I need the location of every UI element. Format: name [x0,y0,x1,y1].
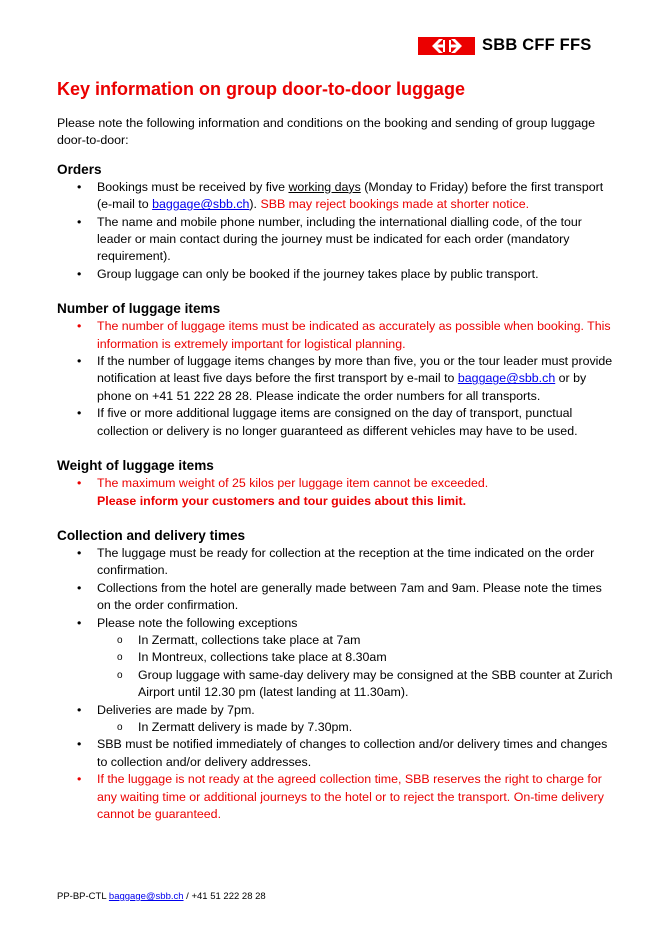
document-body [57,78,617,823]
list-item: • SBB must be notified immediately of changes to collection and/or delivery times and changes to collection and/or delivery addresses. [57,736,617,771]
number-heading: Number of luggage items [57,301,221,317]
list-item: • The luggage must be ready for collection at the reception at the time indicated on the order confirmation. [57,545,617,580]
logo-text: SBB CFF FFS [482,36,592,55]
list-item: • Collections from the hotel are generally made between 7am and 9am. Please note the times on the order confirmation. [57,580,617,615]
list-item [57,475,617,510]
list-item: • If the luggage is not ready at the agreed collection time, SBB reserves the right to charge for any waiting time or additional journeys to the hotel or to reject the transport. On-time delivery cannot be guaranteed. [57,771,617,823]
footer [57,891,266,903]
text-segment: If the number of luggage items changes by more than five, you or the tour leader must provide notification at least five days before the first transport by e-mail to [97,354,613,386]
list-item: • The name and mobile phone number, including the international dialling code, of the tour leader or main contact during the journey must be indicated for each order (mandatory requirement). [57,214,617,266]
text-segment: or by phone on +41 51 222 28 28. Please indicate the order numbers for all transports. [97,371,587,403]
sub-list-item: o In Zermatt delivery is made by 7.30pm. [97,719,617,736]
email-link[interactable]: baggage@sbb.ch [152,197,250,212]
footer-email-link[interactable]: baggage@sbb.ch [108,891,184,902]
list-item: • Group luggage can only be booked if the journey takes place by public transport. [57,266,617,283]
delivery-exceptions-list [97,719,617,736]
text-segment: Bookings must be received by five [97,179,289,194]
exceptions-list [97,632,617,702]
page-title: Key information on group door-to-door luggage [57,79,465,99]
orders-list [57,179,617,283]
email-link[interactable]: baggage@sbb.ch [457,371,556,386]
list-item [57,702,617,737]
list-item [57,179,617,214]
weight-limit-notice: Please inform your customers and tour guides about this limit. [97,493,467,508]
footer-phone: / +41 51 222 28 28 [183,891,266,902]
weight-heading: Weight of luggage items [57,458,214,474]
text-segment: Please note the following exceptions [97,615,298,630]
sub-list-item: o In Zermatt, collections take place at 7am [97,632,617,649]
list-item: • The number of luggage items must be indicated as accurately as possible when booking. This information is extremely important for logistical planning. [57,318,617,353]
list-item: • If five or more additional luggage items are consigned on the day of transport, punctual collection or delivery is no longer guaranteed as different vehicles may have to be used. [57,405,617,440]
sub-list-item: o Group luggage with same-day delivery may be consigned at the SBB counter at Zurich Airport until 12.30 pm (latest landing at 11.30am). [97,667,617,702]
weight-list [57,475,617,510]
working-days-text: working days [288,179,361,194]
text-segment: Deliveries are made by 7pm. [97,702,255,717]
warning-text: SBB may reject bookings made at shorter notice. [260,197,530,212]
sbb-arrows-icon [418,37,475,55]
intro-text: Please note the following information and conditions on the booking and sending of group luggage door-to-door: [57,116,596,148]
list-item [57,353,617,405]
number-list [57,318,617,440]
list-item [57,615,617,702]
times-list [57,545,617,824]
text-segment: ). [249,197,261,212]
text-segment: (Monday to Friday) before the first transport (e-mail to [97,179,604,212]
text-segment: The maximum weight of 25 kilos per luggage item cannot be exceeded. [97,476,489,491]
sbb-logo [418,37,591,55]
orders-heading: Orders [57,161,102,177]
times-heading: Collection and delivery times [57,527,246,543]
footer-code: PP-BP-CTL [57,891,109,902]
sub-list-item: o In Montreux, collections take place at 8.30am [97,649,617,666]
